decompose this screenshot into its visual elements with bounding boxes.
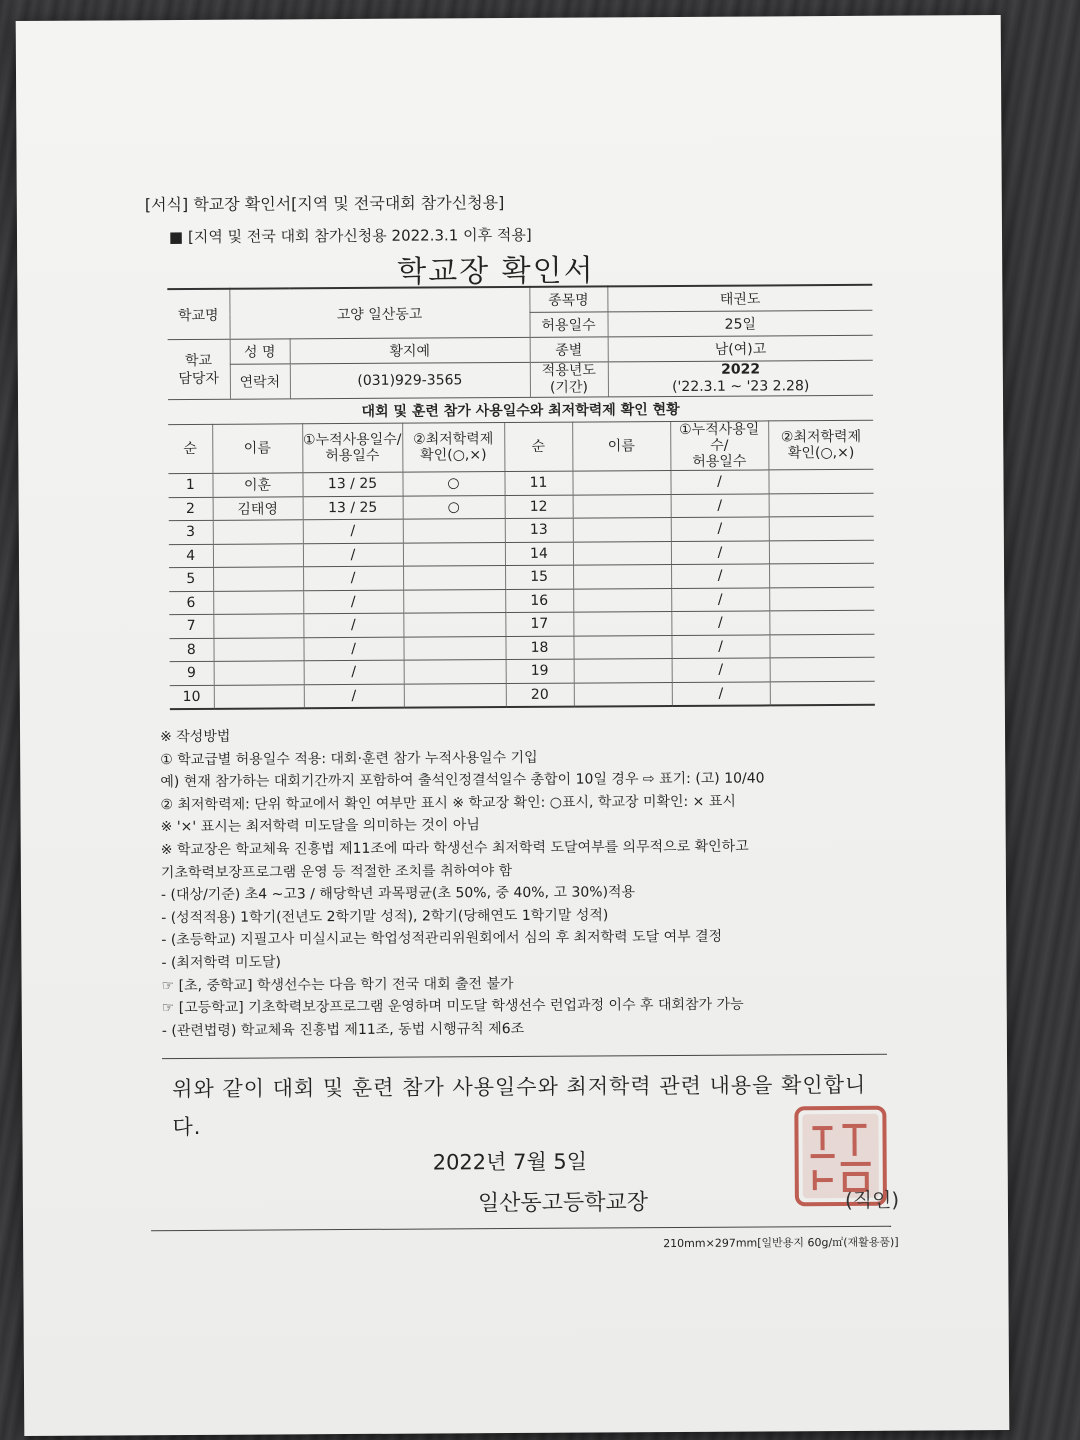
info-table <box>167 284 873 400</box>
row-name-2 <box>573 612 671 636</box>
row-check-2 <box>769 634 874 658</box>
row-days-2: / <box>671 634 769 658</box>
row-no: 6 <box>169 591 213 615</box>
row-days-2: / <box>671 540 769 564</box>
divider-top <box>162 1054 887 1059</box>
note-line: ※ 작성방법 <box>160 728 231 746</box>
row-no-2: 15 <box>505 565 573 589</box>
school-name: 고양 일산동고 <box>229 287 529 339</box>
row-name-2 <box>573 565 671 589</box>
row-check: ○ <box>403 495 505 519</box>
manager-label-line1: 학교 <box>184 352 213 369</box>
col-days-2-line2: 허용일수 <box>692 453 747 470</box>
name-value: 황지예 <box>290 337 530 363</box>
form-sub-label: ■ [지역 및 전국 대회 참가신청용 2022.3.1 이후 적용] <box>168 225 532 247</box>
note-line: - (관련법령) 학교체육 진흥법 제11조, 동법 시행규칙 제6조 <box>161 1020 525 1039</box>
col-check-2 <box>768 420 873 470</box>
allowed-days-value: 25일 <box>607 310 872 337</box>
row-days: / <box>303 519 403 543</box>
row-days-2: / <box>671 493 769 517</box>
row-check <box>403 636 505 660</box>
col-name: 이름 <box>212 424 302 474</box>
col-no-2: 순 <box>504 422 572 471</box>
row-no-2: 19 <box>506 659 574 683</box>
row-no-2: 16 <box>505 589 573 613</box>
col-check-2-line1: ②최저학력제 <box>780 428 862 446</box>
row-check-2 <box>769 493 874 517</box>
col-no: 순 <box>168 424 212 473</box>
col-check-line2: 확인(○,×) <box>420 447 487 464</box>
row-no: 7 <box>169 614 213 638</box>
sport-value: 태권도 <box>607 285 872 312</box>
row-no-2: 20 <box>506 683 574 707</box>
row-check-2 <box>769 587 874 611</box>
row-name <box>213 567 303 591</box>
row-no-2: 13 <box>505 518 573 542</box>
row-days: / <box>303 637 403 661</box>
seal-label: (직인) <box>844 1187 900 1212</box>
row-name: 이훈 <box>212 473 302 497</box>
row-days-2: / <box>670 470 768 494</box>
row-days-2: / <box>671 564 769 588</box>
confirmation-text: 위와 같이 대회 및 훈련 참가 사용일수와 최저학력 관련 내용을 확인합니다. <box>172 1072 867 1140</box>
col-check <box>402 423 504 473</box>
note-line: ※ '×' 표시는 최저학력 미도달을 의미하는 것이 아님 <box>160 817 480 836</box>
gender-label: 종별 <box>530 337 608 362</box>
document-title: 학교장 확인서 <box>397 253 595 290</box>
row-no-2: 18 <box>505 636 573 660</box>
gender-value: 남(여)고 <box>608 335 873 362</box>
school-name-label: 학교명 <box>167 289 229 340</box>
row-no: 5 <box>169 567 213 591</box>
writing-instructions <box>160 722 902 1043</box>
row-name <box>213 520 303 544</box>
row-days-2: / <box>671 517 769 541</box>
official-seal <box>792 1104 900 1213</box>
principal-name: 일산동고등학교장 <box>477 1190 649 1217</box>
row-check <box>403 566 505 590</box>
row-name-2 <box>574 659 672 683</box>
col-days-2-line1: ①누적사용일수/ <box>679 421 760 454</box>
year-label-line1: 적용년도 <box>541 362 596 379</box>
col-days-line1: ①누적사용일수/ <box>302 431 402 449</box>
row-no-2: 11 <box>504 471 572 495</box>
sport-label: 종목명 <box>529 286 607 312</box>
note-line: ☞ [고등학교] 기초학력보장프로그램 운영하며 미도달 학생선수 런업과정 이수 후 대회참가 가능 <box>161 996 744 1017</box>
status-table <box>168 396 875 710</box>
note-line: ☞ [초, 중학교] 학생선수는 다음 학기 전국 대회 출전 불가 <box>161 975 514 994</box>
row-days: 13 / 25 <box>302 472 402 496</box>
form-label: [서식] 학교장 확인서[지역 및 전국대회 참가신청용] <box>144 193 505 215</box>
confirmation-date: 2022년 7월 5일 <box>432 1149 588 1175</box>
note-line: 기초학력보장프로그램 운영 등 적절한 조치를 취하여야 함 <box>160 862 513 881</box>
manager-label-line2: 담당자 <box>178 370 219 387</box>
row-no: 9 <box>170 661 214 685</box>
contact-value: (031)929-3565 <box>290 362 530 398</box>
allowed-days-label: 허용일수 <box>529 312 607 337</box>
row-name <box>213 590 303 614</box>
row-days-2: / <box>671 611 769 635</box>
row-name-2 <box>573 494 671 518</box>
table-row <box>170 681 875 709</box>
col-days <box>302 423 402 473</box>
row-name <box>214 684 304 709</box>
row-name <box>214 661 304 685</box>
row-check-2 <box>769 540 874 564</box>
col-name-2: 이름 <box>572 422 670 472</box>
row-check-2 <box>769 610 874 634</box>
row-check <box>404 660 506 684</box>
row-no: 10 <box>170 685 214 709</box>
note-line: ② 최저학력제: 단위 학교에서 확인 여부만 표시 ※ 학교장 확인: ○표시, 학교장 미확인: × 표시 <box>160 793 736 813</box>
row-check-2 <box>769 563 874 587</box>
confirmation-table <box>167 284 875 710</box>
row-days: / <box>303 590 403 614</box>
row-no: 8 <box>169 638 213 662</box>
row-name <box>213 637 303 661</box>
col-check-2-line2: 확인(○,×) <box>787 444 855 462</box>
row-check <box>403 589 505 613</box>
row-name <box>213 543 303 567</box>
row-name-2 <box>574 682 672 707</box>
row-no: 2 <box>169 497 213 521</box>
year-label-line2: (기간) <box>549 379 588 396</box>
manager-label <box>168 339 230 399</box>
col-days-line2: 허용일수 <box>325 447 380 465</box>
row-check <box>403 519 505 543</box>
name-label: 성 명 <box>230 339 290 364</box>
note-line: - (대상/기준) 초4 ~고3 / 해당학년 과목평균(초 50%, 중 40%, 고 30%)적용 <box>160 884 636 904</box>
row-days: / <box>304 684 404 709</box>
status-rows <box>168 469 874 709</box>
year-label <box>530 362 608 397</box>
row-days-2: / <box>671 587 769 611</box>
row-name-2 <box>573 635 671 659</box>
status-heading: 대회 및 훈련 참가 사용일수와 최저학력제 확인 현황 <box>168 396 873 425</box>
col-check-line1: ②최저학력제 <box>413 431 494 448</box>
note-line: ① 학교급별 허용일수 적용: 대회·훈련 참가 누적사용일수 기입 <box>160 749 538 768</box>
row-name-2 <box>573 518 671 542</box>
row-days-2: / <box>672 681 770 706</box>
row-no-2: 14 <box>505 542 573 566</box>
row-check-2 <box>768 469 873 493</box>
paper-spec: 210mm×297mm[일반용지 60g/㎡(재활용품)] <box>663 1235 899 1251</box>
row-name-2 <box>572 471 670 495</box>
row-no: 1 <box>168 473 212 497</box>
row-no: 3 <box>169 520 213 544</box>
row-check <box>404 683 506 708</box>
row-no-2: 12 <box>505 495 573 519</box>
row-check <box>403 542 505 566</box>
contact-label: 연락처 <box>230 364 290 399</box>
note-line: ※ 학교장은 학교체육 진흥법 제11조에 따라 학생선수 최저학력 도달여부를 의무적으로 확인하고 <box>160 838 749 859</box>
year-number: 2022 <box>721 361 761 378</box>
row-name: 김태영 <box>213 496 303 520</box>
row-check-2 <box>770 657 875 681</box>
row-check <box>403 613 505 637</box>
row-check: ○ <box>402 472 504 496</box>
row-no: 4 <box>169 544 213 568</box>
year-value <box>608 360 873 397</box>
row-days: / <box>303 543 403 567</box>
row-days: / <box>303 613 403 637</box>
row-check-2 <box>769 516 874 540</box>
note-line: - (초등학교) 지필고사 미실시교는 학업성적관리위원회에서 심의 후 최저학력 도달 여부 결정 <box>161 929 723 949</box>
row-days: / <box>304 660 404 684</box>
row-name <box>213 614 303 638</box>
document-page <box>16 15 1010 1436</box>
row-days-2: / <box>672 658 770 682</box>
col-days-2 <box>670 421 768 471</box>
note-line: - (성적적용) 1학기(전년도 2학기말 성적), 2학기(당해연도 1학기말 성적) <box>161 907 609 926</box>
row-days: 13 / 25 <box>303 496 403 520</box>
note-line: - (최저학력 미도달) <box>161 954 282 972</box>
row-check-2 <box>770 681 875 706</box>
row-name-2 <box>573 588 671 612</box>
row-days: / <box>303 566 403 590</box>
row-name-2 <box>573 541 671 565</box>
note-line: 예) 현재 참가하는 대회기간까지 포함하여 출석인정결석일수 총합이 10일 경우 ⇨ 표기: (고) 10/40 <box>160 770 765 791</box>
year-period: ('22.3.1 ~ '23 2.28) <box>672 378 810 396</box>
divider-bottom <box>151 1226 891 1232</box>
row-no-2: 17 <box>505 612 573 636</box>
